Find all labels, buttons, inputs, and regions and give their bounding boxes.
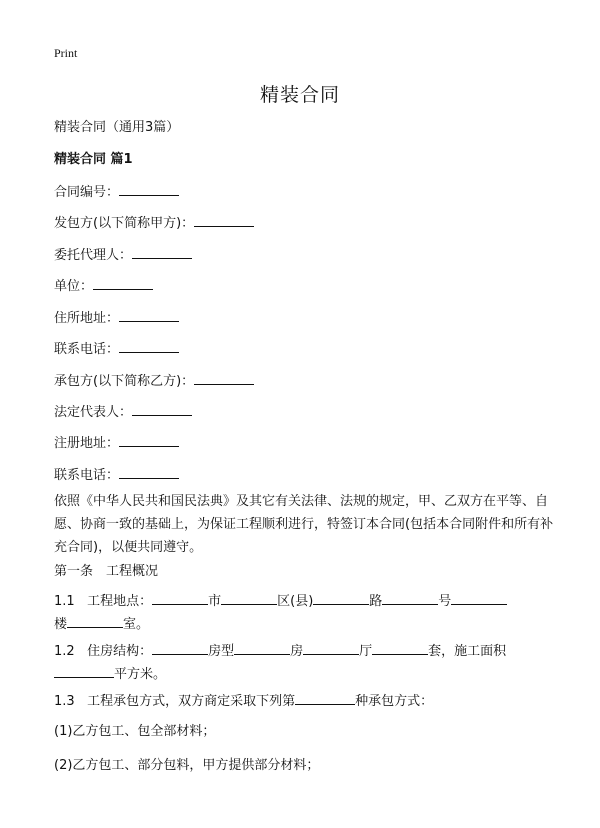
unit-text: 楼 bbox=[54, 617, 68, 632]
field-label: 联系电话： bbox=[54, 468, 120, 483]
item-number: 1.1 bbox=[54, 594, 75, 609]
item-1-1 bbox=[54, 590, 544, 636]
item-label: 住房结构： bbox=[87, 644, 153, 659]
blank-line bbox=[451, 591, 507, 605]
unit-text: 区(县) bbox=[277, 594, 314, 609]
field-label: 承包方(以下简称乙方)： bbox=[54, 374, 195, 389]
unit-text: 平方米。 bbox=[114, 667, 167, 682]
unit-text: 套，施工面积 bbox=[428, 644, 507, 659]
intro-paragraph: 依照《中华人民共和国民法典》及其它有关法律、法规的规定，甲、乙双方在平等、自愿、协商一致的基础上，为保证工程顺利进行，特签订本合同(包括本合同附件和所有补充合同)，以便共同遵守。 bbox=[54, 494, 554, 555]
item-number: 1.2 bbox=[54, 644, 75, 659]
field-unit bbox=[54, 276, 153, 296]
item-label: 工程地点： bbox=[87, 594, 153, 609]
blank-line bbox=[295, 691, 355, 705]
article-1-title: 第一条 工程概况 bbox=[54, 564, 159, 579]
field-label: 法定代表人： bbox=[54, 405, 133, 420]
blank-line bbox=[119, 182, 179, 196]
blank-line bbox=[303, 641, 359, 655]
blank-line bbox=[372, 641, 428, 655]
document-subtitle: 精装合同（通用3篇） bbox=[54, 120, 180, 135]
field-label: 合同编号： bbox=[54, 185, 120, 200]
blank-line bbox=[382, 591, 438, 605]
blank-line bbox=[132, 402, 192, 416]
blank-line bbox=[119, 465, 179, 479]
blank-line bbox=[54, 664, 114, 678]
field-phone-a bbox=[54, 339, 179, 359]
print-label[interactable]: Print bbox=[54, 46, 78, 60]
field-label: 住所地址： bbox=[54, 311, 120, 326]
option-1: (1)乙方包工、包全部材料； bbox=[54, 724, 216, 739]
field-party-b bbox=[54, 371, 254, 391]
field-reg-address bbox=[54, 433, 179, 453]
item-number: 1.3 bbox=[54, 694, 75, 709]
field-phone-b bbox=[54, 465, 179, 485]
field-label: 委托代理人： bbox=[54, 248, 133, 263]
blank-line bbox=[119, 308, 179, 322]
item-label: 工程承包方式，双方商定采取下列第 bbox=[87, 694, 296, 709]
field-label: 发包方(以下简称甲方)： bbox=[54, 216, 195, 231]
blank-line bbox=[132, 245, 192, 259]
unit-text: 号 bbox=[438, 594, 452, 609]
unit-text: 市 bbox=[208, 594, 222, 609]
blank-line bbox=[152, 641, 208, 655]
field-contract-number bbox=[54, 182, 179, 202]
blank-line bbox=[234, 641, 290, 655]
blank-line bbox=[93, 276, 153, 290]
option-2: (2)乙方包工、部分包料，甲方提供部分材料； bbox=[54, 758, 320, 773]
blank-line bbox=[221, 591, 277, 605]
document-title: 精装合同 bbox=[259, 84, 340, 106]
blank-line bbox=[194, 213, 254, 227]
unit-text: 房型 bbox=[208, 644, 235, 659]
unit-text: 房 bbox=[290, 644, 304, 659]
blank-line bbox=[194, 371, 254, 385]
section-title: 精装合同 篇1 bbox=[54, 152, 133, 167]
unit-text: 路 bbox=[369, 594, 383, 609]
field-party-a bbox=[54, 213, 254, 233]
field-label: 单位： bbox=[54, 279, 94, 294]
field-label: 联系电话： bbox=[54, 342, 120, 357]
blank-line bbox=[152, 591, 208, 605]
blank-line bbox=[119, 339, 179, 353]
item-tail: 种承包方式： bbox=[355, 694, 434, 709]
unit-text: 厅 bbox=[359, 644, 373, 659]
field-agent bbox=[54, 245, 192, 265]
field-address bbox=[54, 308, 179, 328]
item-1-2 bbox=[54, 640, 544, 686]
item-1-3 bbox=[54, 691, 433, 711]
blank-line bbox=[313, 591, 369, 605]
unit-text: 室。 bbox=[123, 617, 150, 632]
field-label: 注册地址： bbox=[54, 436, 120, 451]
blank-line bbox=[119, 433, 179, 447]
blank-line bbox=[67, 614, 123, 628]
field-legal-rep bbox=[54, 402, 192, 422]
